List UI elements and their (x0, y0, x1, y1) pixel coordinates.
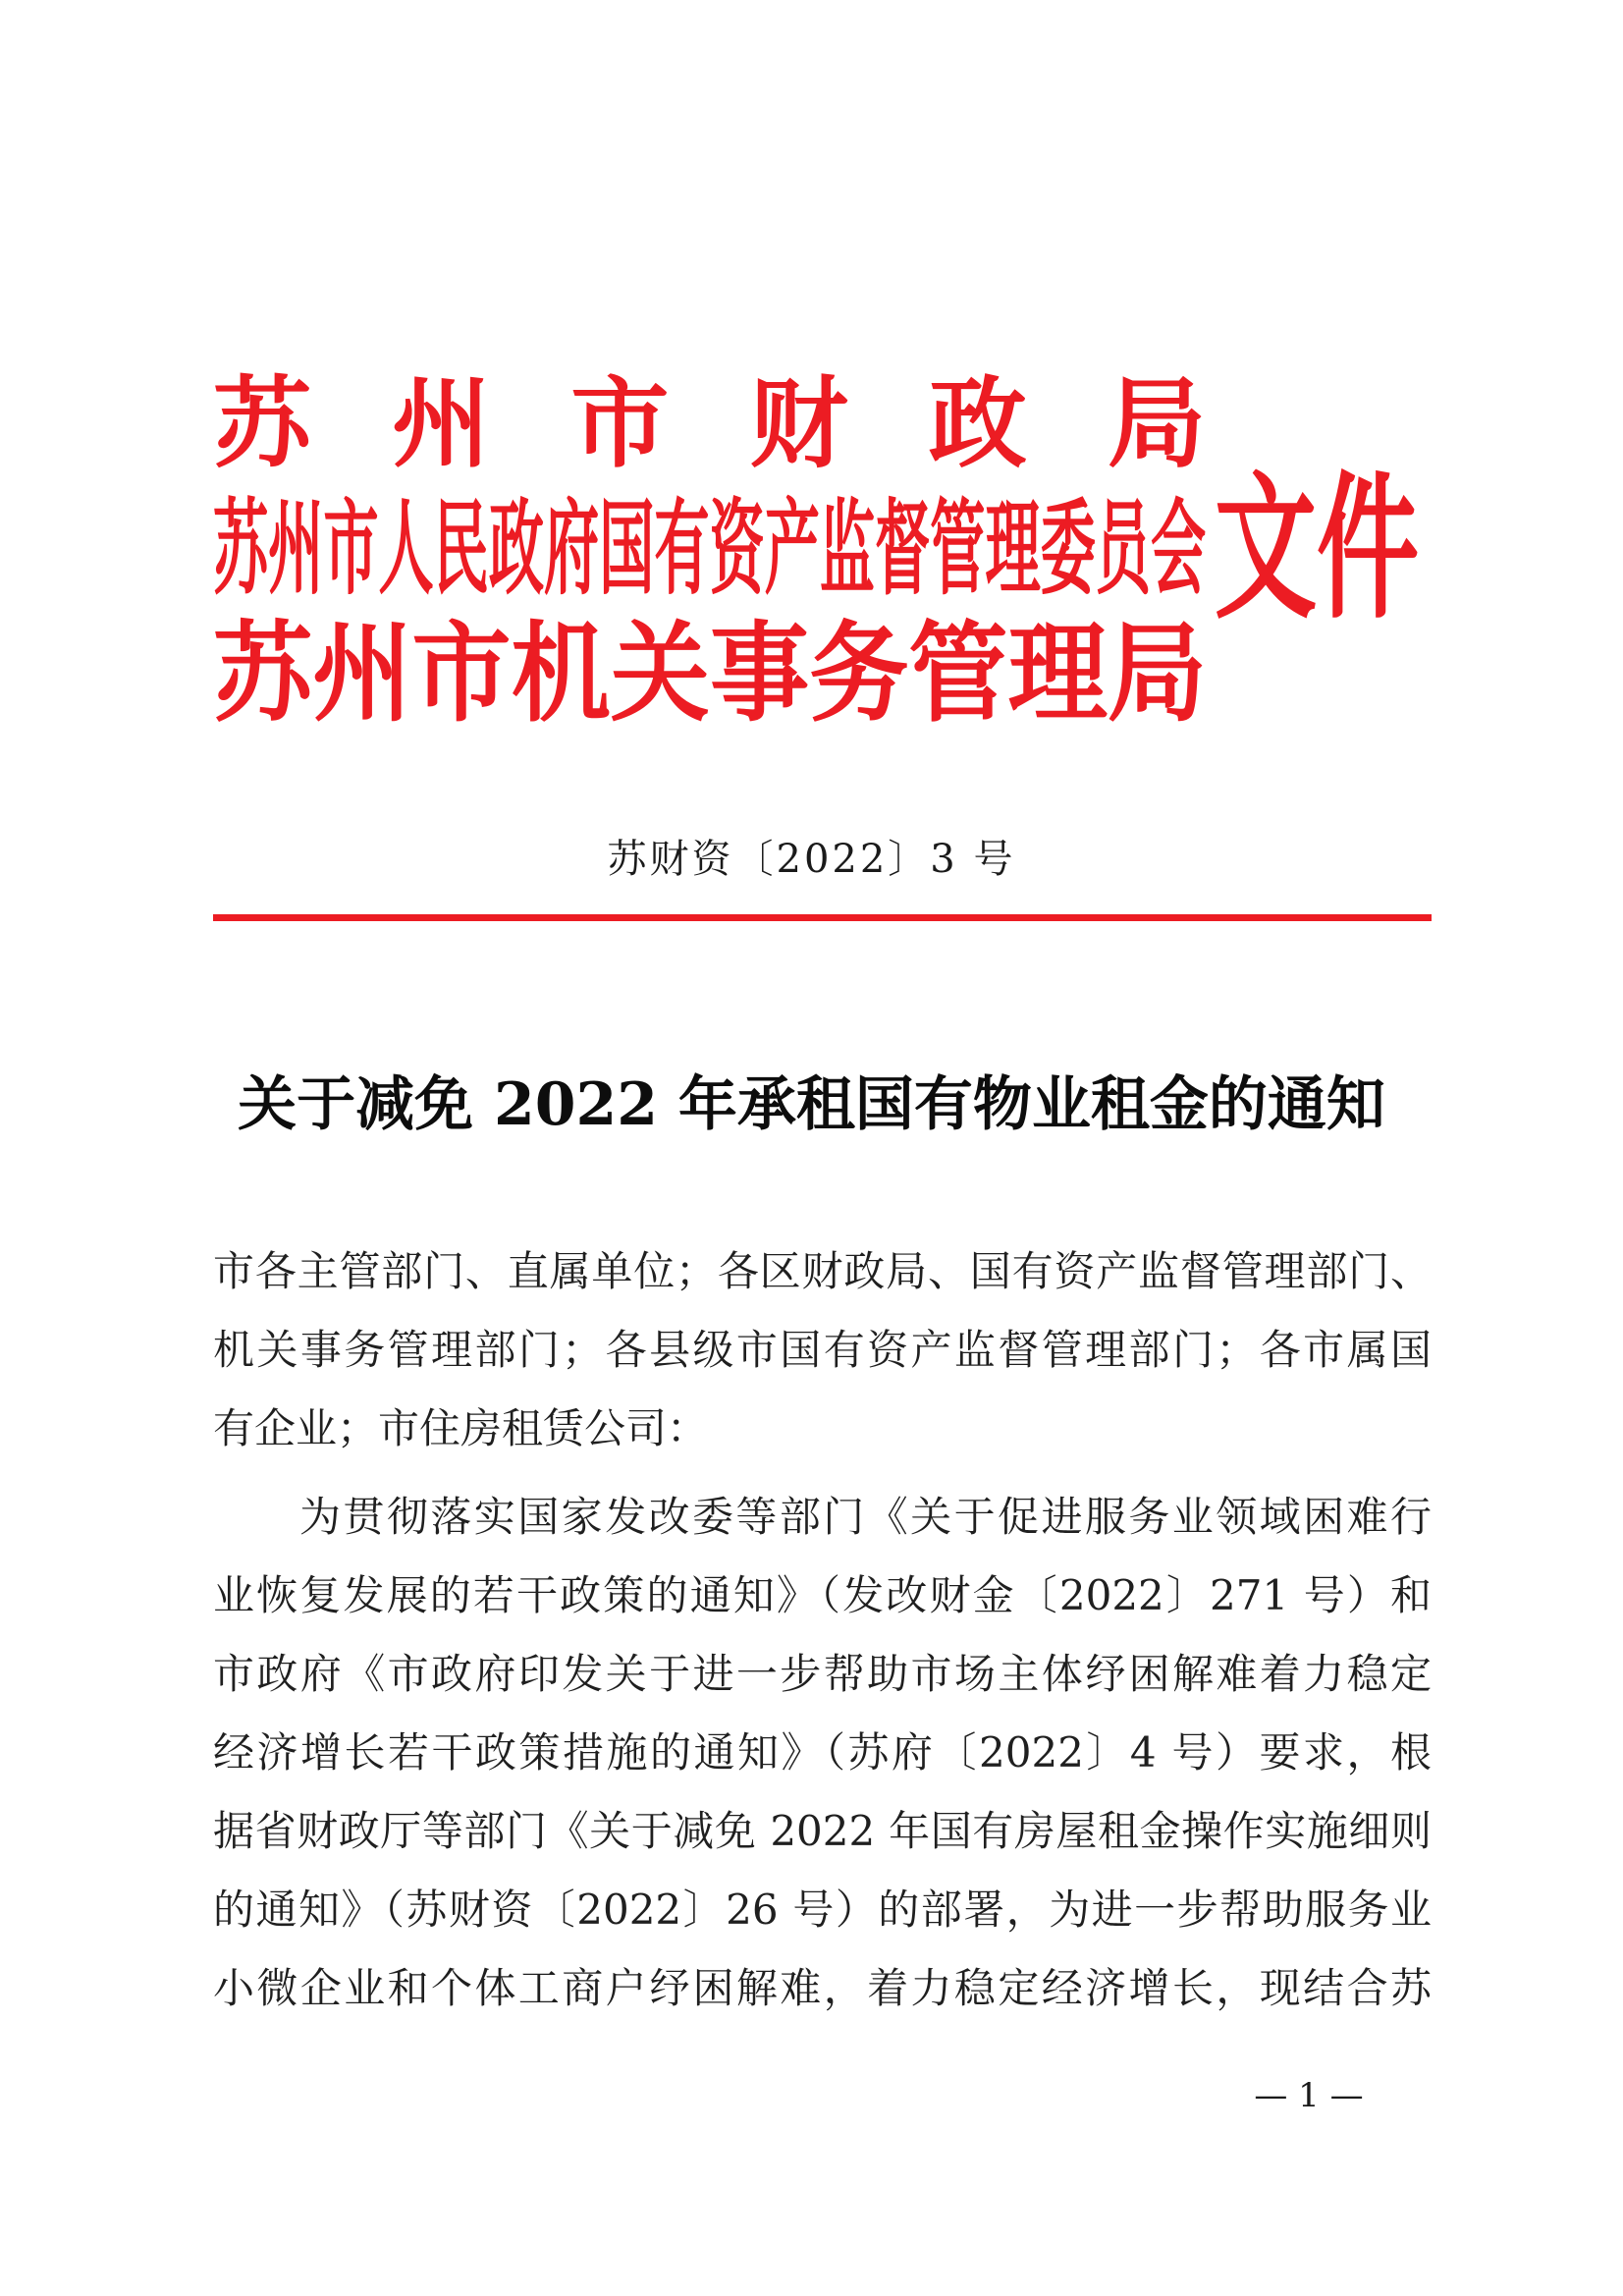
agency-name-line-3: 苏州市机关事务管理局 (213, 610, 1207, 737)
page-number: — 1 — (1254, 2076, 1364, 2115)
body-line: 市各主管部门、直属单位；各区财政局、国有资产监督管理部门、 (213, 1247, 1432, 1295)
agency-name-line-1: 苏州市财政局 (213, 365, 1206, 481)
body-line: 机关事务管理部门；各县级市国有资产监督管理部门；各市属国 (213, 1326, 1432, 1374)
letterhead (213, 361, 1206, 736)
doc-type-label: 文件 (1215, 456, 1420, 640)
document-title: 关于减免 2022 年承租国有物业租金的通知 (238, 1070, 1385, 1139)
body-line: 有企业；市住房租赁公司： (213, 1404, 709, 1452)
doc-number: 苏财资〔2022〕3 号 (607, 837, 1016, 882)
body-line: 的通知》（苏财资〔2022〕26 号）的部署，为进一步帮助服务业 (213, 1886, 1432, 1934)
agency-name-line-2: 苏州市人民政府国有资产监督管理委员会 (213, 487, 1207, 609)
body-line: 业恢复发展的若干政策的通知》（发改财金〔2022〕271 号）和 (213, 1571, 1432, 1619)
body-line: 据省财政厅等部门《关于减免 2022 年国有房屋租金操作实施细则 (213, 1807, 1432, 1855)
red-separator-line (213, 914, 1432, 921)
body-line: 小微企业和个体工商户纾困解难，着力稳定经济增长，现结合苏 (213, 1964, 1432, 2012)
body-line: 为贯彻落实国家发改委等部门《关于促进服务业领域困难行 (299, 1493, 1432, 1541)
document-body (213, 1232, 1432, 2028)
body-line: 市政府《市政府印发关于进一步帮助市场主体纾困解难着力稳定 (213, 1650, 1432, 1698)
body-line: 经济增长若干政策措施的通知》（苏府〔2022〕4 号）要求，根 (213, 1728, 1432, 1777)
